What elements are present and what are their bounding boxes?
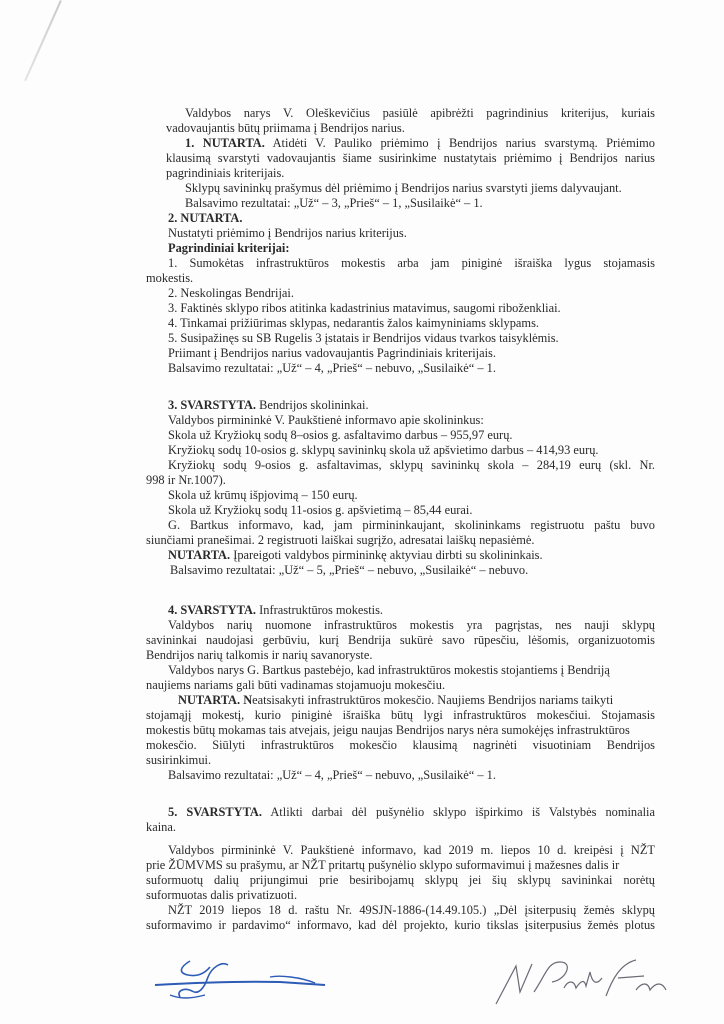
debt-line-5: Skola už Kryžiokų sodų 11-osios g. apšvietimą – 85,44 eurai. (168, 503, 473, 517)
bartkus-line-1: G. Bartkus informavo, kad, jam pirmininkaujant, skolininkams registruotu paštu buvo (168, 518, 655, 532)
debt-line-2: Kryžiokų sodų 10-osios g. sklypų savininkų skola už apšvietimo darbus – 414,93 eurų. (168, 443, 599, 457)
criteria-accept-line: Priimant į Bendrijos narius vadovaujantis Pagrindiniais kriterijais. (168, 346, 496, 360)
criteria-line-3: 3. Faktinės sklypo ribos atitinka kadastrinius matavimus, saugomi riboženkliai. (168, 301, 561, 315)
svarstyta-5-heading: 5. SVARSTYTA. (168, 805, 262, 819)
svarstyta-5-line-6: suformuotas dalis privatizuoti. (146, 888, 298, 902)
nutarta-1-vote: Balsavimo rezultatai: „Už“ – 3, „Prieš“ – 1, „Susilaikė“ – 1. (185, 196, 483, 210)
nutarta-3-line (168, 548, 543, 562)
nutarta-4-line-5: susirinkimui. (146, 753, 212, 767)
nutarta-1-line-1 (185, 136, 655, 150)
svarstyta-4-line (168, 603, 383, 617)
svarstyta-5-line (168, 805, 655, 819)
intro-line-1: Valdybos narys V. Oleškevičius pasiūlė apibrėžti pagrindinius kriterijus, kuriais (185, 106, 655, 120)
nutarta-1-line-4: Sklypų savininkų prašymus dėl priėmimo į Bendrijos narius svarstyti jiems dalyvaujant. (185, 181, 622, 195)
signature-left (150, 955, 330, 1005)
svarstyta-3-line (168, 398, 369, 412)
signature-right (486, 952, 686, 1012)
criteria-line-1: 1. Sumokėtas infrastruktūros mokestis arba jam piniginė išraiška lygus stojamasis (168, 256, 655, 270)
nutarta-4-line-4: mokesčio. Siūlyti infrastruktūros mokesčio klausimą nagrinėti visuotiniam Bendrijos (146, 738, 655, 752)
svarstyta-3-heading: 3. SVARSTYTA. (168, 398, 257, 412)
criteria-line-2: 2. Neskolingas Bendrijai. (168, 286, 294, 300)
svarstyta-5-line-3: Valdybos pirmininkė V. Paukštienė informavo, kad 2019 m. liepos 10 d. kreipėsi į NŽT (168, 843, 655, 857)
svarstyta-3-line-1: Valdybos pirmininkė V. Paukštienė informavo apie skolininkus: (168, 413, 484, 427)
svarstyta-4-line-4: Valdybos narys G. Bartkus pastebėjo, kad infrastruktūros mokestis stojantiems į Bendriją (168, 663, 610, 677)
svarstyta-3-title: Bendrijos skolininkai. (259, 398, 369, 412)
criteria-line-4: 4. Tinkamai prižiūrimas sklypas, nedarantis žalos kaimyniniams sklypams. (168, 316, 539, 330)
page-fold-mark (24, 0, 62, 81)
intro-line-2: vadovaujantis būtų priimama į Bendrijos narius. (166, 121, 405, 135)
debt-line-4: Skola už krūmų išpjovimą – 150 eurų. (168, 488, 358, 502)
nutarta-4-heading: NUTARTA. (178, 693, 241, 707)
svarstyta-5-line-7: NŽT 2019 liepos 18 d. raštu Nr. 49SJN-1886-(14.49.105.) „Dėl įsiterpusių žemės sklypų (168, 903, 655, 917)
svarstyta-5-line-4: prie ŽŪMVMS su prašymu, ar NŽT pritartų pušynėlio sklypo suformavimui į mažesnes dalis ir (146, 858, 620, 872)
nutarta-4-initial: N (243, 693, 253, 707)
svarstyta-5-line-8: suformavimo ir pardavimo“ informavo, kad dėl projekto, kurio tikslas įsiterpusius žemės plotus (146, 918, 655, 932)
svarstyta-4-title: Infrastruktūros mokestis. (259, 603, 384, 617)
nutarta-1-heading: 1. NUTARTA. (185, 136, 265, 150)
svarstyta-5-line-5: suformuotų dalių prijungimui prie besiribojamų sklypų jei šių sklypų savininkai norėtų (146, 873, 655, 887)
criteria-line-5: 5. Susipažinęs su SB Rugelis 3 įstatais ir Bendrijos vidaus tvarkos taisyklėmis. (168, 331, 559, 345)
debt-line-3: Kryžiokų sodų 9-osios g. asfaltavimas, sklypų savininkų skola – 284,19 eurų (skl. Nr. (168, 458, 655, 472)
bartkus-line-2: siunčiami pranešimai. 2 registruoti laiškai sugrįžo, adresatai laiškų nepasiėmė. (146, 533, 535, 547)
nutarta-3-text: Įpareigoti valdybos pirmininkę aktyviau dirbti su skolininkais. (233, 548, 543, 562)
nutarta-4-line-3: mokestis būtų mokamas tais atvejais, jeigu naujas Bendrijos narys nėra sumokėjęs infrastruktūros (146, 723, 630, 737)
criteria-line-1-cont: mokestis. (146, 271, 194, 285)
svarstyta-4-vote: Balsavimo rezultatai: „Už“ – 4, „Prieš“ – nebuvo, „Susilaikė“ – 1. (168, 768, 496, 782)
svarstyta-4-line-3: Bendrijos narių talkomis ir narių savanoryste. (146, 648, 373, 662)
nutarta-1-line-2: klausimą svarstyti vadovaujantis šiame susirinkime nustatytais priėmimo į Bendrijos narius (166, 151, 655, 165)
nutarta-2-intro: Nustatyti priėmimo į Bendrijos narius kriterijus. (168, 226, 407, 240)
debt-line-1: Skola už Kryžiokų sodų 8–osios g. asfaltavimo darbus – 955,97 eurų. (168, 428, 513, 442)
debt-line-3-cont: 998 ir Nr.1007). (146, 473, 226, 487)
svarstyta-3-vote: Balsavimo rezultatai: „Už“ – 5, „Prieš“ – nebuvo, „Susilaikė“ – nebuvo. (170, 563, 529, 577)
criteria-heading: Pagrindiniai kriterijai: (168, 241, 290, 255)
nutarta-4-text: eatsisakyti infrastruktūros mokesčio. Naujiems Bendrijos nariams taikyti (252, 693, 614, 707)
svarstyta-4-line-1: Valdybos narių nuomone infrastruktūros mokestis yra pagrįstas, nes nauji sklypų (168, 618, 655, 632)
nutarta-4-line-1 (178, 693, 613, 707)
svarstyta-4-line-5: naujiems nariams gali būti vadinamas stojamuoju mokesčiu. (146, 678, 446, 692)
svarstyta-4-line-2: savininkai naudojasi gerbūviu, kurį Bendrija sukūrė savo rūpesčiu, lėšomis, organizuotomis (146, 633, 655, 647)
nutarta-1-text: Atidėti V. Pauliko priėmimo į Bendrijos narius svarstymą. Priėmimo (272, 136, 655, 150)
svarstyta-5-line-2: kaina. (146, 820, 176, 834)
nutarta-1-line-3: pagrindiniais kriterijais. (166, 166, 285, 180)
nutarta-3-heading: NUTARTA. (168, 548, 231, 562)
nutarta-4-line-2: stojamąjį mokestį, kurio piniginė išraiška būtų lygi infrastruktūros mokesčiui. Stojamasis (146, 708, 655, 722)
nutarta-2-heading: 2. NUTARTA. (168, 211, 243, 225)
svarstyta-5-title: Atlikti darbai dėl pušynėlio sklypo išpirkimo iš Valstybės nominalia (270, 805, 656, 819)
svarstyta-4-heading: 4. SVARSTYTA. (168, 603, 257, 617)
nutarta-2-vote: Balsavimo rezultatai: „Už“ – 4, „Prieš“ – nebuvo, „Susilaikė“ – 1. (168, 361, 496, 375)
